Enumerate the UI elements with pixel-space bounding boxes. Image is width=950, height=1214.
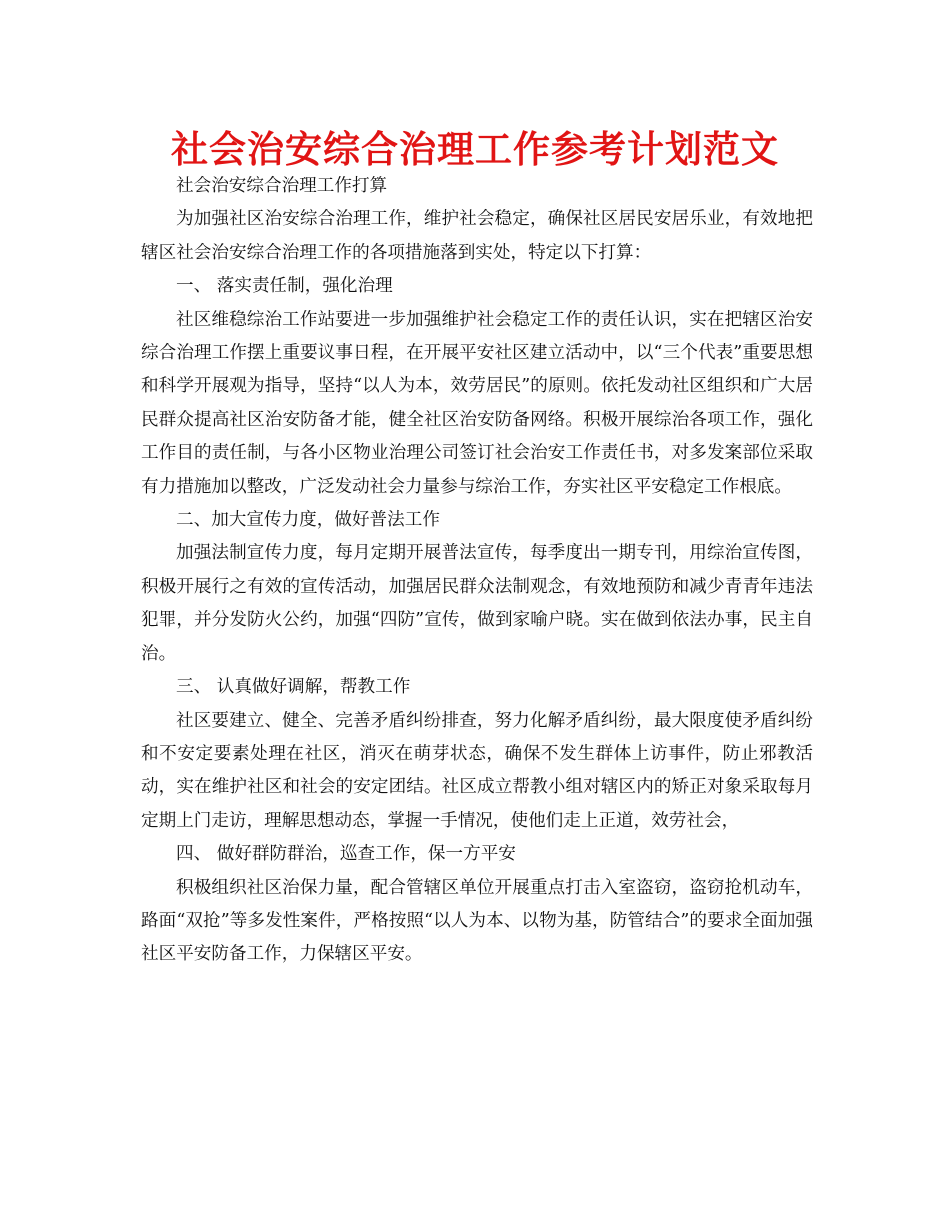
section-heading-3: 三、 认真做好调解，帮教工作	[176, 677, 411, 698]
document-body	[141, 170, 813, 972]
section-body-2: 加强法制宣传力度，每月定期开展普法宣传，每季度出一期专刊，用综治宣传图，积极开展行之有效的宣传活动，加强居民群众法制观念，有效地预防和减少青青年违法犯罪，并分发防火公约，加强“四防”宣传，做到家喻户晓。实在做到依法办事，民主自治。	[141, 543, 813, 664]
section-heading-4: 四、 做好群防群治，巡查工作，保一方平安	[176, 844, 516, 865]
document-subtitle: 社会治安综合治理工作打算	[176, 176, 388, 196]
section-heading-1: 一、 落实责任制，强化治理	[176, 276, 393, 297]
section-heading-2: 二、加大宣传力度，做好普法工作	[176, 510, 440, 531]
section-body-3: 社区要建立、健全、完善矛盾纠纷排查，努力化解矛盾纠纷，最大限度使矛盾纠纷和不安定要素处理在社区，消灭在萌芽状态，确保不发生群体上访事件，防止邪教活动，实在维护社区和社会的安定团结。社区成立帮教小组对辖区内的矫正对象采取每月定期上门走访，理解思想动态，掌握一手情况，使他们走上正道，效劳社会，	[141, 710, 813, 831]
intro-paragraph: 为加强社区治安综合治理工作，维护社会稳定，确保社区居民安居乐业，有效地把辖区社会治安综合治理工作的各项措施落到实处，特定以下打算：	[141, 209, 813, 263]
section-body-1: 社区维稳综治工作站要进一步加强维护社会稳定工作的责任认识，实在把辖区治安综合治理工作摆上重要议事日程，在开展平安社区建立活动中，以“三个代表”重要思想和科学开展观为指导，坚持“以人为本，效劳居民”的原则。依托发动社区组织和广大居民群众提高社区治安防备才能，健全社区治安防备网络。积极开展综治各项工作，强化工作目的责任制，与各小区物业治理公司签订社会治安工作责任书，对多发案部位采取有力措施加以整改，广泛发动社会力量参与综治工作，夯实社区平安稳定工作根底。	[141, 309, 813, 497]
document-title: 社会治安综合治理工作参考计划范文	[171, 128, 779, 171]
section-body-4: 积极组织社区治保力量，配合管辖区单位开展重点打击入室盗窃，盗窃抢机动车，路面“双抢”等多发性案件，严格按照“以人为本、以物为基，防管结合”的要求全面加强社区平安防备工作，力保辖区平安。	[141, 877, 813, 965]
